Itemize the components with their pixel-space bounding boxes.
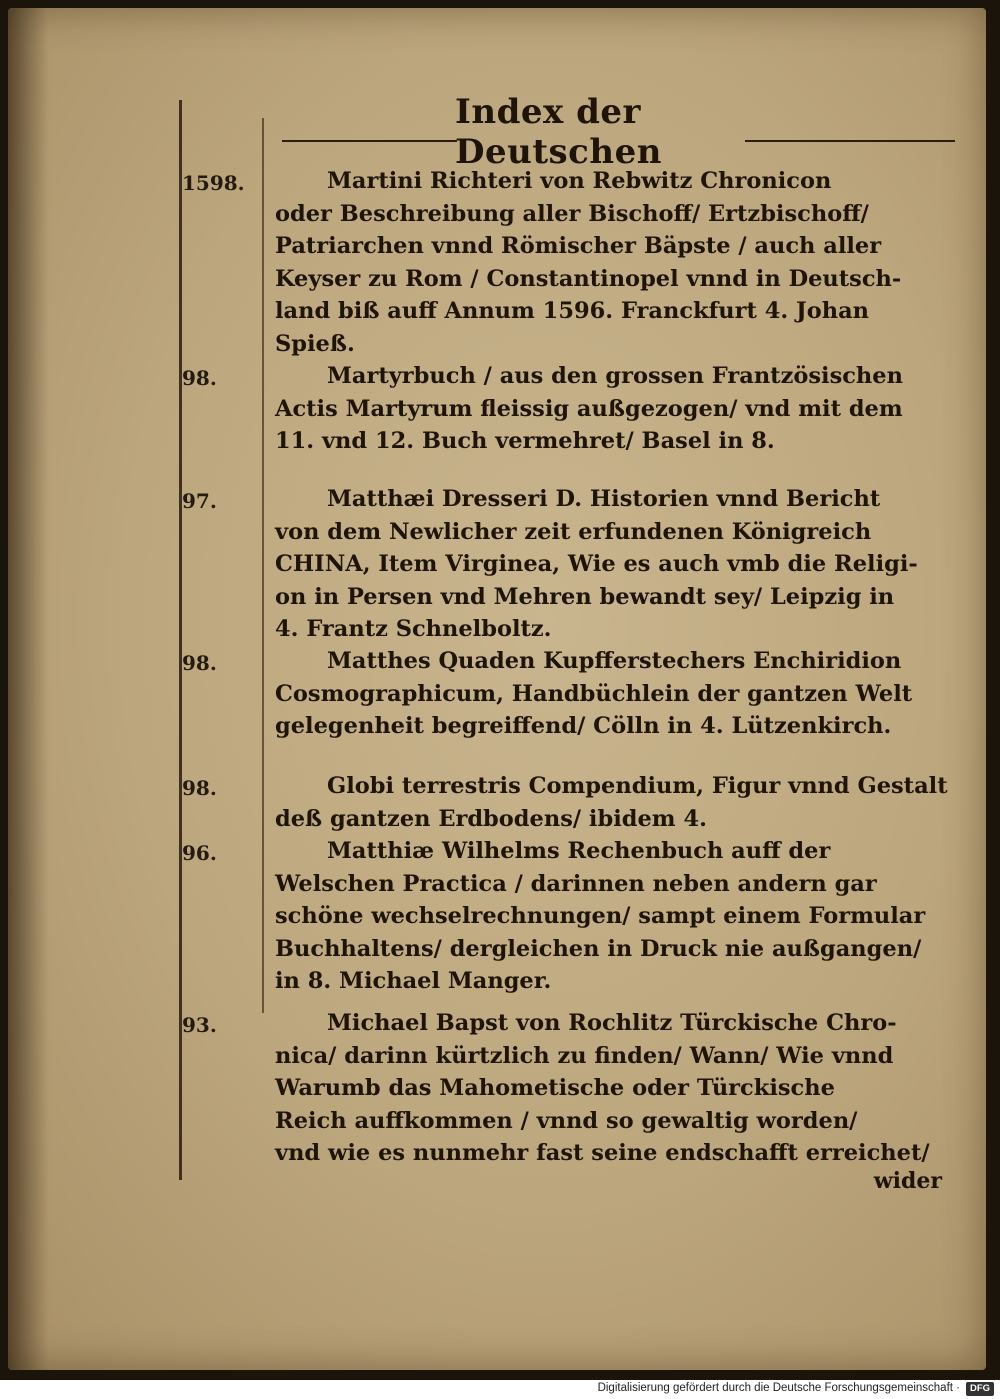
entry-line: von dem Newlicher zeit erfundenen Königreich — [275, 518, 872, 545]
entry-text — [275, 483, 965, 646]
entry-line: Patriarchen vnnd Römischer Bäpste / auch aller — [275, 233, 882, 259]
entry-year: 1598. — [182, 171, 245, 195]
entry-line: Warumb das Mahometische oder Türckische — [275, 1075, 835, 1101]
column-rule — [262, 118, 264, 1013]
entry-line: schöne wechselrechnungen/ sampt einem Formular — [275, 903, 926, 929]
entry-line: Matthes Quaden Kupfferstechers Enchiridion — [327, 648, 902, 674]
entry-line: Matthiæ Wilhelms Rechenbuch auff der — [327, 838, 831, 864]
entry-text — [275, 1007, 965, 1170]
entry-line: Michael Bapst von Rochlitz Türckische Chro- — [327, 1010, 897, 1036]
entry-line: 4. Frantz Schnelboltz. — [275, 616, 552, 642]
catchword: wider — [873, 1168, 942, 1194]
header-rule-right — [745, 140, 955, 142]
entry-line: Globi terrestris Compendium, Figur vnnd Gestalt — [327, 773, 948, 799]
entry-year: 93. — [182, 1013, 217, 1037]
entry-line: deß gantzen Erdbodens/ ibidem 4. — [275, 805, 707, 832]
entry-line: Cosmographicum, Handbüchlein der gantzen Welt — [275, 680, 913, 707]
entry-line: CHINA, Item Virginea, Wie es auch vmb die Religi- — [275, 551, 918, 577]
entry-year: 98. — [182, 776, 217, 800]
entry-text — [275, 645, 965, 743]
footer-credit: Digitalisierung gefördert durch die Deutsche Forschungsgemeinschaft · — [597, 1382, 960, 1394]
dfg-logo: DFG — [966, 1382, 994, 1396]
entry-line: gelegenheit begreiffend/ Cölln in 4. Lützenkirch. — [275, 713, 892, 739]
entry-line: in 8. Michael Manger. — [275, 968, 552, 994]
entry-text — [275, 770, 965, 835]
entry-text — [275, 165, 965, 360]
entry-line: Martyrbuch / aus den grossen Frantzösischen — [327, 363, 903, 389]
entry-line: oder Beschreibung aller Bischoff/ Ertzbischoff/ — [275, 200, 869, 227]
entry-line: 11. vnd 12. Buch vermehret/ Basel in 8. — [275, 428, 775, 454]
entry-line: Martini Richteri von Rebwitz Chronicon — [327, 168, 832, 194]
entry-line: Welschen Practica / darinnen neben andern gar — [275, 870, 877, 897]
entry-line: Matthæi Dresseri D. Historien vnnd Bericht — [327, 486, 881, 512]
entry-year: 98. — [182, 366, 217, 390]
entry-year: 96. — [182, 841, 217, 865]
entry-line: on in Persen vnd Mehren bewandt sey/ Leipzig in — [275, 583, 895, 610]
entry-line: vnd wie es nunmehr fast seine endschafft erreichet/ — [275, 1140, 930, 1166]
entry-line: nica/ darinn kürtzlich zu finden/ Wann/ Wie vnnd — [275, 1042, 894, 1069]
entry-line: land biß auff Annum 1596. Franckfurt 4. Johan — [275, 298, 870, 324]
entry-line: Keyser zu Rom / Constantinopel vnnd in Deutsch- — [275, 265, 902, 292]
entry-line: Spieß. — [275, 330, 355, 357]
entry-line: Reich auffkommen / vnnd so gewaltig worden/ — [275, 1107, 858, 1134]
page-gutter-shadow — [8, 8, 48, 1370]
entry-text — [275, 360, 965, 458]
entry-year: 97. — [182, 489, 217, 513]
running-header: Index der Deutschen — [455, 92, 662, 172]
header-rule-left — [282, 140, 457, 142]
entry-line: Buchhaltens/ dergleichen in Druck nie außgangen/ — [275, 935, 922, 962]
entry-text — [275, 835, 965, 998]
entry-line: Actis Martyrum fleissig außgezogen/ vnd mit dem — [275, 395, 903, 422]
entry-year: 98. — [182, 651, 217, 675]
